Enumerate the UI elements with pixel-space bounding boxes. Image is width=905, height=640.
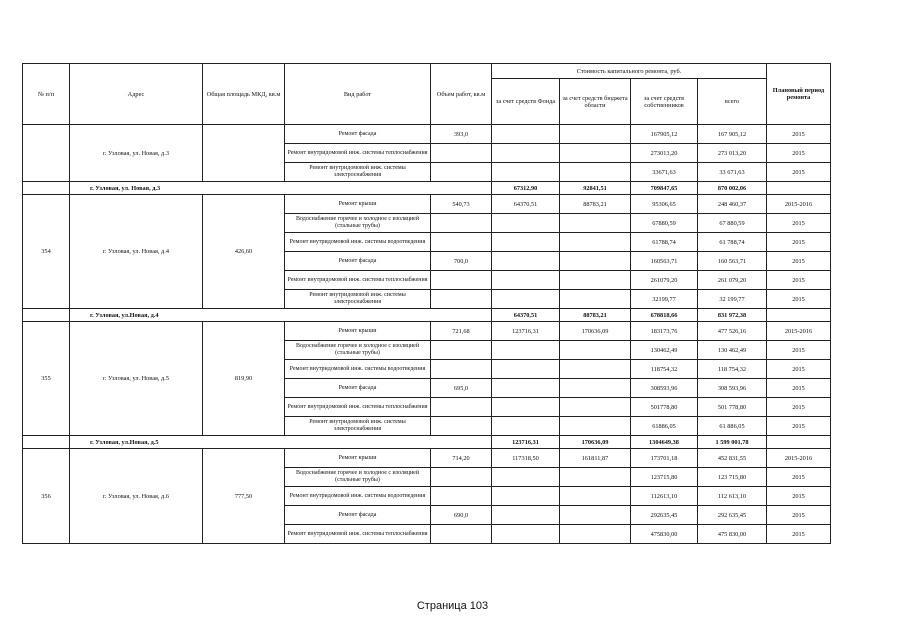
- owners-cell: 67880,59: [631, 214, 698, 233]
- region-cell: 88783,21: [560, 195, 631, 214]
- period-cell: 2015: [767, 379, 831, 398]
- subtotal-fund: 64370,51: [492, 309, 560, 322]
- region-cell: [560, 233, 631, 252]
- work-type-cell: Ремонт внутридомовой инж. системы теплоснабжения: [285, 398, 431, 417]
- col-header-owners: за счет средств собственников: [631, 79, 698, 125]
- work-type-cell: Ремонт фасада: [285, 252, 431, 271]
- region-cell: [560, 379, 631, 398]
- fund-cell: [492, 233, 560, 252]
- work-type-cell: Ремонт фасада: [285, 506, 431, 525]
- fund-cell: [492, 214, 560, 233]
- volume-cell: [431, 163, 492, 182]
- work-type-cell: Ремонт внутридомовой инж. системы теплоснабжения: [285, 144, 431, 163]
- subtotal-total: 831 972,38: [698, 309, 767, 322]
- volume-cell: [431, 525, 492, 544]
- total-cell: 33 671,63: [698, 163, 767, 182]
- work-type-cell: Водоснабжение горячее и холодное с изоляцией (стальные трубы): [285, 214, 431, 233]
- fund-cell: [492, 379, 560, 398]
- row-area-cell: 819,90: [203, 322, 285, 436]
- subtotal-period: [767, 309, 831, 322]
- region-cell: [560, 290, 631, 309]
- region-cell: [560, 360, 631, 379]
- region-cell: [560, 506, 631, 525]
- row-address-cell: г. Узловая, ул. Новая, д.3: [70, 125, 203, 182]
- subtotal-owners: 1304649,38: [631, 436, 698, 449]
- owners-cell: 173701,18: [631, 449, 698, 468]
- total-cell: 67 880,59: [698, 214, 767, 233]
- subtotal-region: 92841,51: [560, 182, 631, 195]
- col-header-total: всего: [698, 79, 767, 125]
- region-cell: [560, 163, 631, 182]
- volume-cell: [431, 144, 492, 163]
- subtotal-num-cell: [23, 309, 70, 322]
- total-cell: 292 635,45: [698, 506, 767, 525]
- row-num-cell: 355: [23, 322, 70, 436]
- work-type-cell: Ремонт фасада: [285, 379, 431, 398]
- page-number: Страница 103: [416, 600, 489, 612]
- fund-cell: [492, 290, 560, 309]
- work-type-cell: Ремонт крыши: [285, 449, 431, 468]
- owners-cell: 123715,80: [631, 468, 698, 487]
- fund-cell: [492, 525, 560, 544]
- col-header-area: Общая площадь МКД, кв.м: [203, 64, 285, 125]
- row-area-cell: [203, 125, 285, 182]
- row-address-cell: г. Узловая, ул. Новая, д.5: [70, 322, 203, 436]
- row-address-cell: г. Узловая, ул. Новая, д.6: [70, 449, 203, 544]
- subtotal-period: [767, 436, 831, 449]
- period-cell: 2015: [767, 525, 831, 544]
- fund-cell: [492, 487, 560, 506]
- row-num-cell: 354: [23, 195, 70, 309]
- volume-cell: [431, 417, 492, 436]
- owners-cell: 130462,49: [631, 341, 698, 360]
- table-row: [23, 322, 831, 341]
- total-cell: 308 593,96: [698, 379, 767, 398]
- region-cell: [560, 525, 631, 544]
- period-cell: 2015: [767, 360, 831, 379]
- period-cell: 2015: [767, 233, 831, 252]
- period-cell: 2015: [767, 341, 831, 360]
- owners-cell: 167905,12: [631, 125, 698, 144]
- col-header-num: № п/п: [23, 64, 70, 125]
- work-type-cell: Ремонт внутридомовой инж. системы водоотведения: [285, 233, 431, 252]
- fund-cell: 117318,50: [492, 449, 560, 468]
- work-type-cell: Ремонт фасада: [285, 125, 431, 144]
- subtotal-label: г. Узловая, ул. Новая, д.3: [70, 182, 492, 195]
- work-type-cell: Ремонт внутридомовой инж. системы водоотведения: [285, 487, 431, 506]
- total-cell: 167 905,12: [698, 125, 767, 144]
- period-cell: 2015-2016: [767, 322, 831, 341]
- owners-cell: 112613,10: [631, 487, 698, 506]
- subtotal-label: г. Узловая, ул.Новая, д.4: [70, 309, 492, 322]
- region-cell: [560, 252, 631, 271]
- fund-cell: [492, 506, 560, 525]
- subtotal-fund: 123716,31: [492, 436, 560, 449]
- volume-cell: 695,0: [431, 379, 492, 398]
- period-cell: 2015: [767, 290, 831, 309]
- region-cell: 161811,87: [560, 449, 631, 468]
- volume-cell: [431, 487, 492, 506]
- subtotal-period: [767, 182, 831, 195]
- region-cell: [560, 271, 631, 290]
- col-header-cost-group: Стоимость капитального ремонта, руб.: [492, 64, 767, 79]
- period-cell: 2015-2016: [767, 449, 831, 468]
- owners-cell: 61886,05: [631, 417, 698, 436]
- owners-cell: 118754,32: [631, 360, 698, 379]
- work-type-cell: Ремонт внутридомовой инж. системы теплоснабжения: [285, 525, 431, 544]
- region-cell: [560, 417, 631, 436]
- period-cell: 2015: [767, 271, 831, 290]
- owners-cell: 261079,20: [631, 271, 698, 290]
- owners-cell: 308593,96: [631, 379, 698, 398]
- region-cell: [560, 125, 631, 144]
- subtotal-label: г. Узловая, ул.Новая, д.5: [70, 436, 492, 449]
- fund-cell: [492, 398, 560, 417]
- owners-cell: 475830,00: [631, 525, 698, 544]
- table-row: [23, 449, 831, 468]
- volume-cell: [431, 271, 492, 290]
- region-cell: [560, 214, 631, 233]
- total-cell: 118 754,32: [698, 360, 767, 379]
- total-cell: 477 526,16: [698, 322, 767, 341]
- owners-cell: 32199,77: [631, 290, 698, 309]
- period-cell: 2015: [767, 468, 831, 487]
- fund-cell: [492, 360, 560, 379]
- col-header-address: Адрес: [70, 64, 203, 125]
- region-cell: [560, 398, 631, 417]
- total-cell: 61 886,05: [698, 417, 767, 436]
- volume-cell: 714,20: [431, 449, 492, 468]
- work-type-cell: Ремонт внутридомовой инж. системы электроснабжения: [285, 290, 431, 309]
- table-row: [23, 195, 831, 214]
- period-cell: 2015-2016: [767, 195, 831, 214]
- fund-cell: [492, 144, 560, 163]
- total-cell: 32 199,77: [698, 290, 767, 309]
- work-type-cell: Ремонт крыши: [285, 195, 431, 214]
- work-type-cell: Ремонт внутридомовой инж. системы водоотведения: [285, 360, 431, 379]
- total-cell: 501 778,80: [698, 398, 767, 417]
- period-cell: 2015: [767, 506, 831, 525]
- owners-cell: 95306,65: [631, 195, 698, 214]
- volume-cell: 393,0: [431, 125, 492, 144]
- col-header-work-type: Вид работ: [285, 64, 431, 125]
- fund-cell: [492, 163, 560, 182]
- fund-cell: [492, 468, 560, 487]
- subtotal-region: 88783,21: [560, 309, 631, 322]
- total-cell: 452 831,55: [698, 449, 767, 468]
- total-cell: 61 788,74: [698, 233, 767, 252]
- period-cell: 2015: [767, 252, 831, 271]
- total-cell: 273 013,20: [698, 144, 767, 163]
- period-cell: 2015: [767, 417, 831, 436]
- region-cell: [560, 144, 631, 163]
- owners-cell: 273013,20: [631, 144, 698, 163]
- owners-cell: 61788,74: [631, 233, 698, 252]
- row-num-cell: [23, 125, 70, 182]
- period-cell: 2015: [767, 214, 831, 233]
- header-row: [23, 64, 831, 79]
- period-cell: 2015: [767, 144, 831, 163]
- fund-cell: [492, 417, 560, 436]
- volume-cell: [431, 290, 492, 309]
- row-area-cell: 426,60: [203, 195, 285, 309]
- region-cell: [560, 341, 631, 360]
- subtotal-num-cell: [23, 436, 70, 449]
- subtotal-total: 870 002,06: [698, 182, 767, 195]
- col-header-volume: Объем работ, кв.м: [431, 64, 492, 125]
- subtotal-total: 1 599 001,78: [698, 436, 767, 449]
- subtotal-owners: 678818,66: [631, 309, 698, 322]
- owners-cell: 160563,71: [631, 252, 698, 271]
- region-cell: [560, 487, 631, 506]
- volume-cell: [431, 468, 492, 487]
- total-cell: 261 079,20: [698, 271, 767, 290]
- row-area-cell: 777,50: [203, 449, 285, 544]
- total-cell: 475 830,00: [698, 525, 767, 544]
- subtotal-fund: 67312,90: [492, 182, 560, 195]
- work-type-cell: Ремонт внутридомовой инж. системы электроснабжения: [285, 417, 431, 436]
- period-cell: 2015: [767, 487, 831, 506]
- row-address-cell: г. Узловая, ул. Новая, д.4: [70, 195, 203, 309]
- col-header-period: Плановый период ремонта: [767, 64, 831, 125]
- subtotal-row: [23, 182, 831, 195]
- volume-cell: [431, 360, 492, 379]
- subtotal-num-cell: [23, 182, 70, 195]
- repair-cost-table: [22, 63, 831, 544]
- subtotal-owners: 709847,65: [631, 182, 698, 195]
- total-cell: 248 460,37: [698, 195, 767, 214]
- subtotal-region: 170636,09: [560, 436, 631, 449]
- row-num-cell: 356: [23, 449, 70, 544]
- fund-cell: [492, 271, 560, 290]
- volume-cell: [431, 341, 492, 360]
- total-cell: 160 563,71: [698, 252, 767, 271]
- fund-cell: [492, 125, 560, 144]
- owners-cell: 292635,45: [631, 506, 698, 525]
- fund-cell: 64370,51: [492, 195, 560, 214]
- work-type-cell: Ремонт внутридомовой инж. системы электроснабжения: [285, 163, 431, 182]
- owners-cell: 33671,63: [631, 163, 698, 182]
- volume-cell: 690,0: [431, 506, 492, 525]
- work-type-cell: Ремонт крыши: [285, 322, 431, 341]
- volume-cell: [431, 233, 492, 252]
- work-type-cell: Ремонт внутридомовой инж. системы теплоснабжения: [285, 271, 431, 290]
- volume-cell: [431, 214, 492, 233]
- volume-cell: 540,73: [431, 195, 492, 214]
- col-header-region: за счет средств бюджета области: [560, 79, 631, 125]
- region-cell: 170636,09: [560, 322, 631, 341]
- volume-cell: 700,0: [431, 252, 492, 271]
- region-cell: [560, 468, 631, 487]
- subtotal-row: [23, 309, 831, 322]
- volume-cell: [431, 398, 492, 417]
- table-row: [23, 125, 831, 144]
- subtotal-row: [23, 436, 831, 449]
- period-cell: 2015: [767, 125, 831, 144]
- fund-cell: [492, 252, 560, 271]
- fund-cell: [492, 341, 560, 360]
- work-type-cell: Водоснабжение горячее и холодное с изоляцией (стальные трубы): [285, 341, 431, 360]
- owners-cell: 183173,76: [631, 322, 698, 341]
- period-cell: 2015: [767, 163, 831, 182]
- work-type-cell: Водоснабжение горячее и холодное с изоляцией (стальные трубы): [285, 468, 431, 487]
- owners-cell: 501778,80: [631, 398, 698, 417]
- fund-cell: 123716,31: [492, 322, 560, 341]
- volume-cell: 721,68: [431, 322, 492, 341]
- total-cell: 123 715,80: [698, 468, 767, 487]
- col-header-fund: за счет средств Фонда: [492, 79, 560, 125]
- period-cell: 2015: [767, 398, 831, 417]
- total-cell: 112 613,10: [698, 487, 767, 506]
- total-cell: 130 462,49: [698, 341, 767, 360]
